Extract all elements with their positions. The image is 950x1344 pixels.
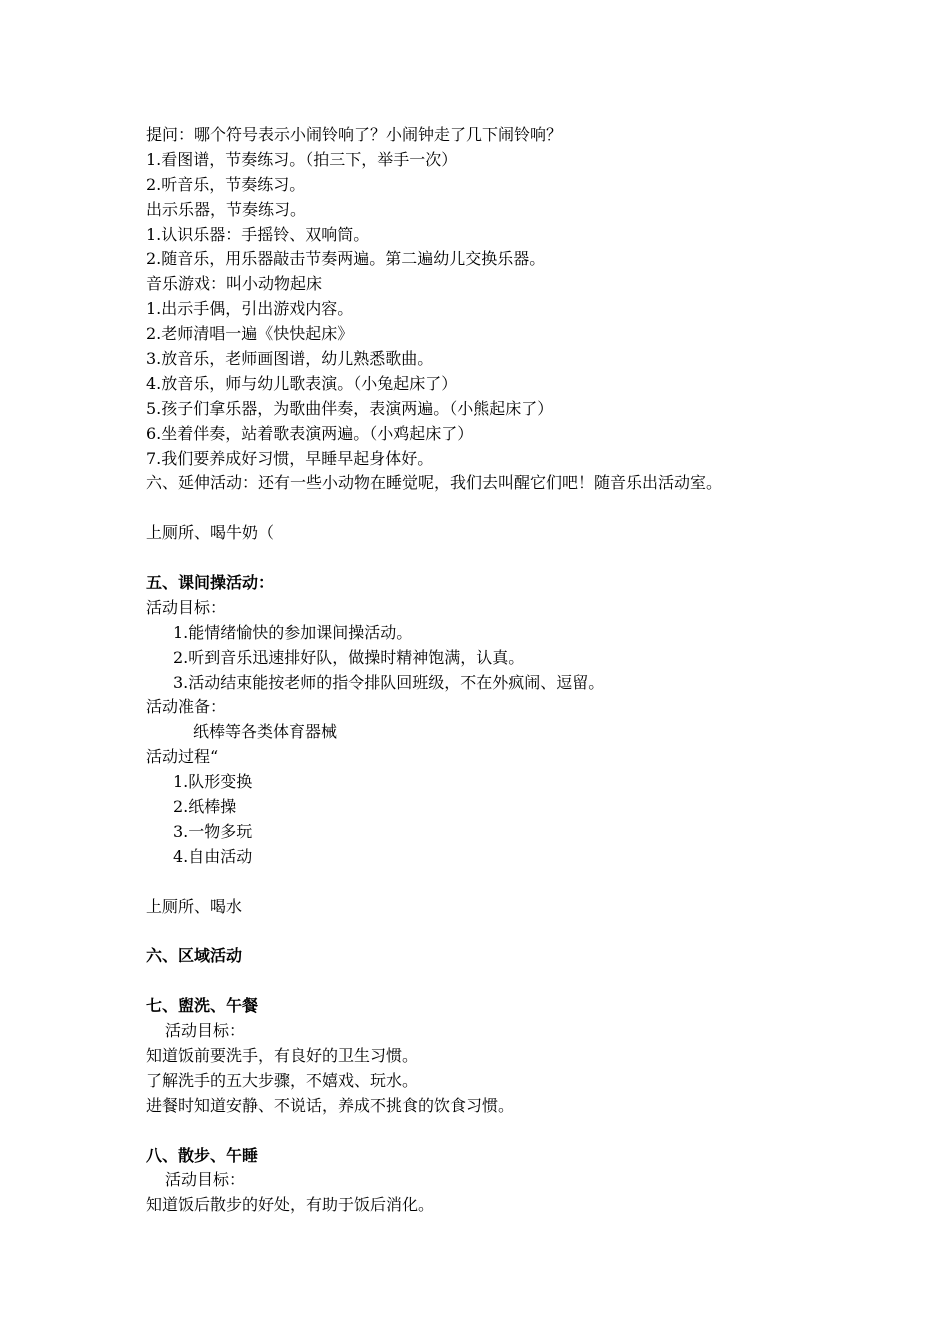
goal-item: 3.活动结束能按老师的指令排队回班级，不在外疯闹、逗留。 — [173, 672, 605, 692]
step-line: 1.出示手偶，引出游戏内容。 — [146, 299, 354, 319]
music-activity-block — [146, 123, 866, 496]
step-line: 3.放音乐，老师画图谱，幼儿熟悉歌曲。 — [146, 349, 434, 369]
goal-item: 了解洗手的五大步骤，不嬉戏、玩水。 — [146, 1070, 419, 1090]
goal-item: 2.听到音乐迅速排好队，做操时精神饱满，认真。 — [173, 647, 525, 667]
section-lunch — [146, 994, 866, 1118]
step-line: 2.随音乐，用乐器敲击节奏两遍。第二遍幼儿交换乐器。 — [146, 249, 546, 269]
process-item: 4.自由活动 — [173, 846, 253, 866]
section-heading: 八、散步、午睡 — [146, 1145, 259, 1165]
goal-item: 知道饭前要洗手，有良好的卫生习惯。 — [146, 1045, 419, 1065]
goal-label: 活动目标： — [165, 1170, 246, 1190]
goal-item: 1.能情绪愉快的参加课间操活动。 — [173, 622, 413, 642]
goal-item: 进餐时知道安静、不说话，养成不挑食的饮食习惯。 — [146, 1095, 515, 1115]
process-item: 3.一物多玩 — [173, 821, 253, 841]
goal-label: 活动目标： — [146, 597, 227, 617]
toilet-milk-line: 上厕所、喝牛奶（ — [146, 523, 275, 543]
section-exercise — [146, 571, 866, 870]
prep-label: 活动准备： — [146, 697, 227, 717]
question-line: 提问：哪个符号表示小闹铃响了？小闹钟走了几下闹铃响？ — [146, 125, 563, 144]
step-line: 2.听音乐，节奏练习。 — [146, 174, 306, 194]
section-nap — [146, 1144, 866, 1219]
step-line: 7.我们要养成好习惯，早睡早起身体好。 — [146, 448, 434, 468]
step-line: 出示乐器，节奏练习。 — [146, 199, 307, 219]
spacer — [146, 969, 866, 994]
section-heading: 五、课间操活动： — [146, 573, 275, 593]
prep-item: 纸棒等各类体育器械 — [193, 722, 338, 742]
step-line: 5.孩子们拿乐器，为歌曲伴奏，表演两遍。（小熊起床了） — [146, 398, 554, 418]
spacer — [146, 496, 866, 521]
step-line: 2.老师清唱一遍《快快起床》 — [146, 324, 354, 344]
step-line: 6.坐着伴奏，站着歌表演两遍。（小鸡起床了） — [146, 423, 474, 443]
spacer — [146, 546, 866, 571]
step-line: 4.放音乐，师与幼儿歌表演。（小兔起床了） — [146, 373, 458, 393]
extension-line: 六、延伸活动：还有一些小动物在睡觉呢，我们去叫醒它们吧！随音乐出活动室。 — [146, 473, 723, 493]
step-line: 1.认识乐器：手摇铃、双响筒。 — [146, 224, 370, 244]
section-heading: 六、区域活动 — [146, 946, 243, 966]
toilet-water-line: 上厕所、喝水 — [146, 896, 243, 916]
process-label: 活动过程“ — [146, 747, 219, 767]
step-line: 音乐游戏：叫小动物起床 — [146, 274, 323, 294]
document-page — [146, 123, 866, 1218]
process-item: 2.纸棒操 — [173, 797, 237, 817]
goal-label: 活动目标： — [165, 1021, 246, 1041]
spacer — [146, 870, 866, 895]
process-item: 1.队形变换 — [173, 772, 253, 792]
goal-item: 知道饭后散步的好处，有助于饭后消化。 — [146, 1195, 435, 1215]
step-line: 1.看图谱，节奏练习。（拍三下，举手一次） — [146, 149, 458, 169]
section-heading: 七、盥洗、午餐 — [146, 996, 259, 1016]
spacer — [146, 1119, 866, 1144]
spacer — [146, 920, 866, 945]
